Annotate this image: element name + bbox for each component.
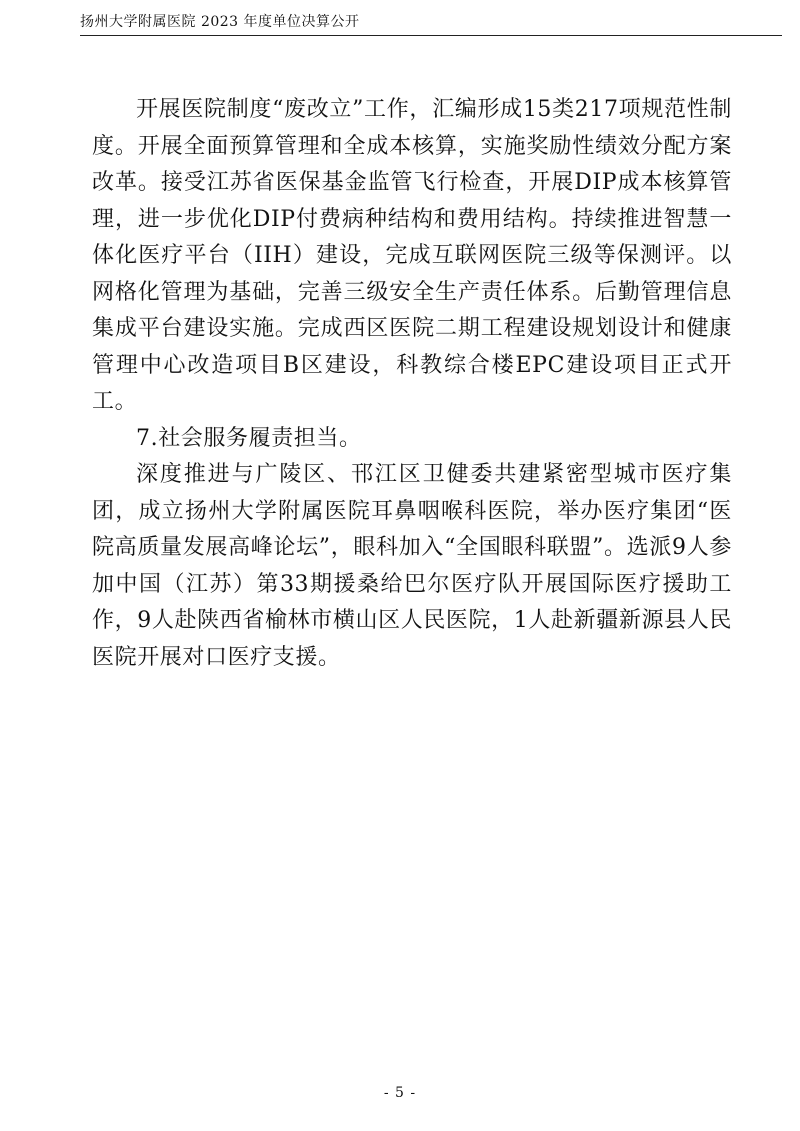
document-body xyxy=(92,92,732,676)
paragraph-social-service: 深度推进与广陵区、邗江区卫健委共建紧密型城市医疗集团，成立扬州大学附属医院耳鼻咽喉科医院，举办医疗集团“医院高质量发展高峰论坛”，眼科加入“全国眼科联盟”。选派9人参加中国（江苏）第33期援桑给巴尔医疗队开展国际医疗援助工作，9人赴陕西省榆林市横山区人民医院，1人赴新疆新源县人民医院开展对口医疗支援。 xyxy=(92,462,732,670)
header-title: 扬州大学附属医院 2023 年度单位决算公开 xyxy=(80,14,360,30)
page-number: - 5 - xyxy=(383,1085,417,1101)
section-heading-social-service: 7.社会服务履责担当。 xyxy=(136,425,362,451)
paragraph-management-reform: 开展医院制度“废改立”工作，汇编形成15类217项规范性制度。开展全面预算管理和全成本核算，实施奖励性绩效分配方案改革。接受江苏省医保基金监管飞行检查，开展DIP成本核算管理，进一步优化DIP付费病种结构和费用结构。持续推进智慧一体化医疗平台（IIH）建设，完成互联网医院三级等保测评。以网格化管理为基础，完善三级安全生产责任体系。后勤管理信息集成平台建设实施。完成西区医院二期工程建设规划设计和健康管理中心改造项目B区建设，科教综合楼EPC建设项目正式开工。 xyxy=(92,97,732,414)
page-header xyxy=(80,10,782,36)
